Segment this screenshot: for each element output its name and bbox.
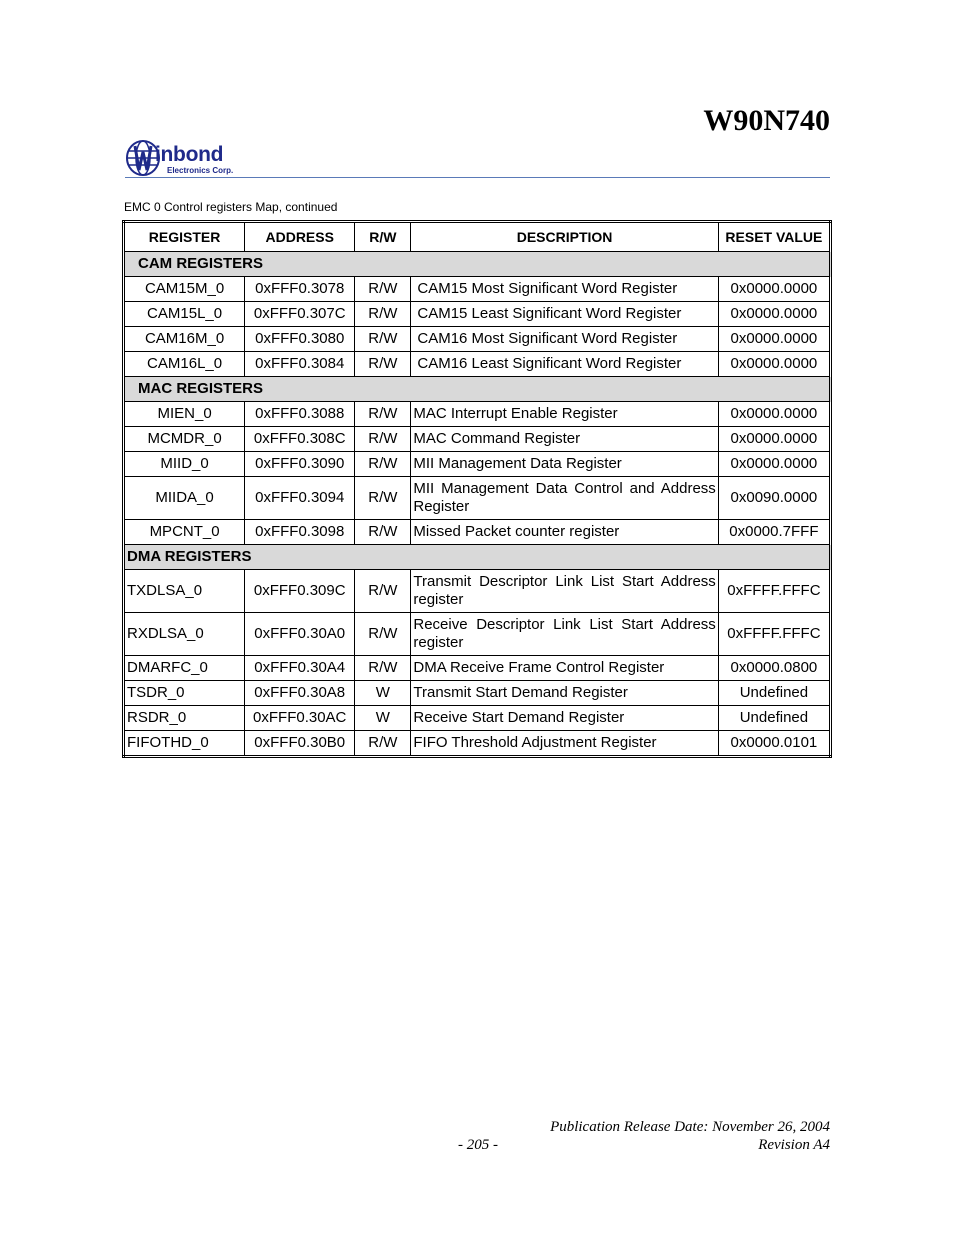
address-cell: 0xFFF0.3078: [245, 277, 355, 302]
description-cell: MII Management Data Control and Address Register: [411, 477, 718, 520]
table-row: [124, 477, 831, 520]
table-caption: EMC 0 Control registers Map, continued: [124, 200, 338, 214]
section-title: CAM REGISTERS: [124, 252, 831, 277]
register-cell: TSDR_0: [124, 681, 245, 706]
address-cell: 0xFFF0.30A0: [245, 613, 355, 656]
description-cell: DMA Receive Frame Control Register: [411, 656, 718, 681]
table-row: [124, 327, 831, 352]
reset-cell: 0x0000.0000: [718, 402, 830, 427]
description-cell: CAM15 Least Significant Word Register: [411, 302, 718, 327]
rw-cell: R/W: [355, 613, 411, 656]
description-cell: MAC Interrupt Enable Register: [411, 402, 718, 427]
header-rw: R/W: [355, 222, 411, 252]
address-cell: 0xFFF0.307C: [245, 302, 355, 327]
revision: Revision A4: [758, 1137, 830, 1153]
register-cell: RSDR_0: [124, 706, 245, 731]
reset-cell: 0x0090.0000: [718, 477, 830, 520]
publication-date: Publication Release Date: November 26, 2004: [550, 1119, 830, 1135]
description-cell: Receive Start Demand Register: [411, 706, 718, 731]
register-cell: CAM15L_0: [124, 302, 245, 327]
register-cell: MIID_0: [124, 452, 245, 477]
section-row: [124, 377, 831, 402]
register-cell: CAM16L_0: [124, 352, 245, 377]
section-row: [124, 252, 831, 277]
reset-cell: 0x0000.7FFF: [718, 520, 830, 545]
header-register: REGISTER: [124, 222, 245, 252]
address-cell: 0xFFF0.3098: [245, 520, 355, 545]
rw-cell: R/W: [355, 352, 411, 377]
register-cell: MIEN_0: [124, 402, 245, 427]
table-row: [124, 706, 831, 731]
table-row: [124, 520, 831, 545]
address-cell: 0xFFF0.30AC: [245, 706, 355, 731]
reset-cell: 0xFFFF.FFFC: [718, 613, 830, 656]
winbond-logo: [125, 138, 250, 178]
address-cell: 0xFFF0.3080: [245, 327, 355, 352]
rw-cell: W: [355, 681, 411, 706]
table-row: [124, 656, 831, 681]
address-cell: 0xFFF0.3088: [245, 402, 355, 427]
rw-cell: R/W: [355, 477, 411, 520]
register-table: [122, 220, 832, 758]
document-title: W90N740: [703, 104, 830, 137]
table-row: [124, 427, 831, 452]
table-row: [124, 681, 831, 706]
reset-cell: 0xFFFF.FFFC: [718, 570, 830, 613]
description-cell: Receive Descriptor Link List Start Address register: [411, 613, 718, 656]
reset-cell: Undefined: [718, 681, 830, 706]
reset-cell: 0x0000.0101: [718, 731, 830, 757]
page-number: - 205 -: [458, 1137, 498, 1153]
address-cell: 0xFFF0.3090: [245, 452, 355, 477]
table-row: [124, 731, 831, 757]
register-cell: FIFOTHD_0: [124, 731, 245, 757]
reset-cell: 0x0000.0000: [718, 352, 830, 377]
register-cell: CAM15M_0: [124, 277, 245, 302]
address-cell: 0xFFF0.30B0: [245, 731, 355, 757]
description-cell: Transmit Start Demand Register: [411, 681, 718, 706]
section-title: MAC REGISTERS: [124, 377, 831, 402]
table-row: [124, 402, 831, 427]
header-description: DESCRIPTION: [411, 222, 718, 252]
register-cell: MPCNT_0: [124, 520, 245, 545]
address-cell: 0xFFF0.3094: [245, 477, 355, 520]
rw-cell: R/W: [355, 570, 411, 613]
register-cell: DMARFC_0: [124, 656, 245, 681]
logo-subtitle: Electronics Corp.: [167, 166, 234, 175]
rw-cell: R/W: [355, 402, 411, 427]
table-row: [124, 570, 831, 613]
section-title: DMA REGISTERS: [124, 545, 831, 570]
header-address: ADDRESS: [245, 222, 355, 252]
rw-cell: R/W: [355, 520, 411, 545]
register-cell: MCMDR_0: [124, 427, 245, 452]
register-cell: RXDLSA_0: [124, 613, 245, 656]
description-cell: CAM15 Most Significant Word Register: [411, 277, 718, 302]
reset-cell: 0x0000.0000: [718, 452, 830, 477]
table-row: [124, 452, 831, 477]
reset-cell: 0x0000.0800: [718, 656, 830, 681]
rw-cell: R/W: [355, 427, 411, 452]
table-row: [124, 277, 831, 302]
address-cell: 0xFFF0.30A8: [245, 681, 355, 706]
register-cell: MIIDA_0: [124, 477, 245, 520]
description-cell: MII Management Data Register: [411, 452, 718, 477]
reset-cell: 0x0000.0000: [718, 427, 830, 452]
table-row: [124, 613, 831, 656]
rw-cell: R/W: [355, 277, 411, 302]
rw-cell: R/W: [355, 731, 411, 757]
address-cell: 0xFFF0.308C: [245, 427, 355, 452]
address-cell: 0xFFF0.3084: [245, 352, 355, 377]
register-cell: TXDLSA_0: [124, 570, 245, 613]
table-header-row: [124, 222, 831, 252]
description-cell: CAM16 Least Significant Word Register: [411, 352, 718, 377]
reset-cell: 0x0000.0000: [718, 302, 830, 327]
reset-cell: Undefined: [718, 706, 830, 731]
description-cell: Missed Packet counter register: [411, 520, 718, 545]
register-cell: CAM16M_0: [124, 327, 245, 352]
section-row: [124, 545, 831, 570]
header-rule: [125, 177, 830, 178]
table-row: [124, 302, 831, 327]
description-cell: FIFO Threshold Adjustment Register: [411, 731, 718, 757]
address-cell: 0xFFF0.30A4: [245, 656, 355, 681]
logo-wordmark: inbond: [155, 143, 224, 166]
table-row: [124, 352, 831, 377]
description-cell: Transmit Descriptor Link List Start Address register: [411, 570, 718, 613]
rw-cell: R/W: [355, 656, 411, 681]
address-cell: 0xFFF0.309C: [245, 570, 355, 613]
header-reset-value: RESET VALUE: [718, 222, 830, 252]
description-cell: MAC Command Register: [411, 427, 718, 452]
reset-cell: 0x0000.0000: [718, 327, 830, 352]
reset-cell: 0x0000.0000: [718, 277, 830, 302]
rw-cell: R/W: [355, 452, 411, 477]
description-cell: CAM16 Most Significant Word Register: [411, 327, 718, 352]
rw-cell: W: [355, 706, 411, 731]
rw-cell: R/W: [355, 327, 411, 352]
rw-cell: R/W: [355, 302, 411, 327]
